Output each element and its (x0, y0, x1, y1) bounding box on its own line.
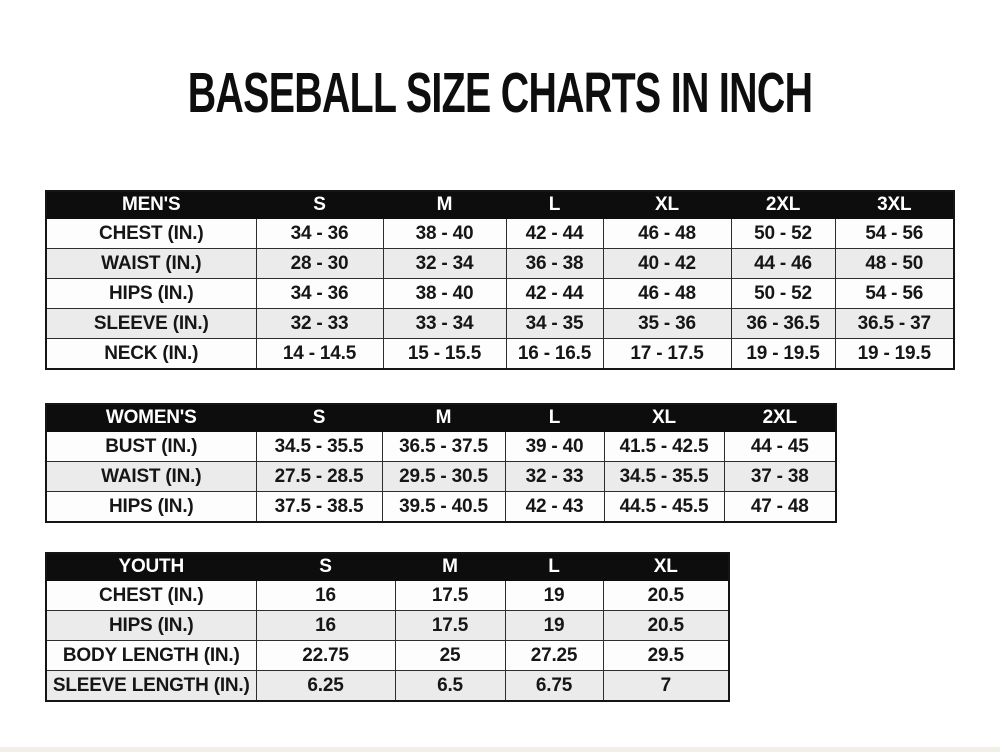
mens-size-value-cell: 38 - 40 (383, 219, 506, 249)
mens-measure-label: CHEST (IN.) (46, 219, 256, 249)
youth-column-header: L (505, 553, 603, 581)
mens-column-header: L (506, 191, 603, 219)
mens-size-value-cell: 44 - 46 (731, 249, 835, 279)
table-row (46, 219, 954, 249)
youth-size-value-cell: 25 (395, 641, 505, 671)
womens-size-value-cell: 34.5 - 35.5 (256, 432, 382, 462)
mens-size-value-cell: 34 - 35 (506, 309, 603, 339)
mens-measure-label: SLEEVE (IN.) (46, 309, 256, 339)
womens-size-value-cell: 32 - 33 (505, 462, 604, 492)
mens-size-value-cell: 34 - 36 (256, 219, 383, 249)
mens-size-value-cell: 42 - 44 (506, 219, 603, 249)
mens-table-title-cell: MEN'S (46, 191, 256, 219)
mens-size-value-cell: 46 - 48 (603, 219, 731, 249)
youth-column-header: M (395, 553, 505, 581)
youth-size-value-cell: 20.5 (603, 611, 729, 641)
mens-size-table (45, 190, 955, 370)
youth-size-value-cell: 20.5 (603, 581, 729, 611)
table-row (46, 492, 836, 523)
mens-column-header: 3XL (835, 191, 954, 219)
table-row (46, 671, 729, 702)
table-row (46, 279, 954, 309)
mens-size-value-cell: 34 - 36 (256, 279, 383, 309)
mens-size-value-cell: 40 - 42 (603, 249, 731, 279)
youth-measure-label: HIPS (IN.) (46, 611, 256, 641)
mens-measure-label: HIPS (IN.) (46, 279, 256, 309)
womens-column-header: 2XL (724, 404, 836, 432)
womens-size-value-cell: 41.5 - 42.5 (604, 432, 724, 462)
mens-size-value-cell: 32 - 34 (383, 249, 506, 279)
table-row (46, 432, 836, 462)
mens-size-value-cell: 19 - 19.5 (835, 339, 954, 370)
mens-size-value-cell: 28 - 30 (256, 249, 383, 279)
mens-size-value-cell: 32 - 33 (256, 309, 383, 339)
mens-size-value-cell: 54 - 56 (835, 279, 954, 309)
womens-size-value-cell: 27.5 - 28.5 (256, 462, 382, 492)
mens-size-value-cell: 50 - 52 (731, 279, 835, 309)
womens-size-value-cell: 44 - 45 (724, 432, 836, 462)
mens-size-value-cell: 36 - 36.5 (731, 309, 835, 339)
womens-measure-label: HIPS (IN.) (46, 492, 256, 523)
womens-column-header: M (382, 404, 505, 432)
youth-size-value-cell: 27.25 (505, 641, 603, 671)
womens-size-value-cell: 44.5 - 45.5 (604, 492, 724, 523)
womens-table-title-cell: WOMEN'S (46, 404, 256, 432)
womens-size-value-cell: 37.5 - 38.5 (256, 492, 382, 523)
youth-size-value-cell: 17.5 (395, 581, 505, 611)
mens-size-value-cell: 15 - 15.5 (383, 339, 506, 370)
womens-measure-label: WAIST (IN.) (46, 462, 256, 492)
youth-size-value-cell: 6.75 (505, 671, 603, 702)
mens-size-value-cell: 36.5 - 37 (835, 309, 954, 339)
table-row (46, 641, 729, 671)
mens-column-header: 2XL (731, 191, 835, 219)
mens-measure-label: WAIST (IN.) (46, 249, 256, 279)
mens-size-value-cell: 46 - 48 (603, 279, 731, 309)
table-row (46, 581, 729, 611)
youth-column-header: XL (603, 553, 729, 581)
youth-measure-label: SLEEVE LENGTH (IN.) (46, 671, 256, 702)
mens-column-header: S (256, 191, 383, 219)
youth-size-value-cell: 29.5 (603, 641, 729, 671)
mens-size-value-cell: 16 - 16.5 (506, 339, 603, 370)
youth-size-value-cell: 7 (603, 671, 729, 702)
youth-size-table (45, 552, 730, 702)
page-title: BASEBALL SIZE CHARTS IN INCH (187, 61, 813, 125)
mens-size-value-cell: 35 - 36 (603, 309, 731, 339)
scan-edge-artifact (0, 747, 1000, 752)
youth-size-value-cell: 17.5 (395, 611, 505, 641)
womens-header-row (46, 404, 836, 432)
youth-measure-label: BODY LENGTH (IN.) (46, 641, 256, 671)
youth-header-row (46, 553, 729, 581)
mens-size-value-cell: 48 - 50 (835, 249, 954, 279)
youth-size-value-cell: 22.75 (256, 641, 395, 671)
womens-size-value-cell: 34.5 - 35.5 (604, 462, 724, 492)
mens-size-value-cell: 50 - 52 (731, 219, 835, 249)
table-row (46, 309, 954, 339)
youth-size-value-cell: 6.5 (395, 671, 505, 702)
womens-size-table (45, 403, 837, 523)
youth-table-title-cell: YOUTH (46, 553, 256, 581)
table-row (46, 249, 954, 279)
mens-size-value-cell: 42 - 44 (506, 279, 603, 309)
mens-column-header: M (383, 191, 506, 219)
womens-size-value-cell: 47 - 48 (724, 492, 836, 523)
mens-size-value-cell: 36 - 38 (506, 249, 603, 279)
youth-column-header: S (256, 553, 395, 581)
table-row (46, 339, 954, 370)
womens-size-value-cell: 39 - 40 (505, 432, 604, 462)
mens-size-value-cell: 33 - 34 (383, 309, 506, 339)
womens-size-value-cell: 42 - 43 (505, 492, 604, 523)
youth-size-value-cell: 19 (505, 581, 603, 611)
table-row (46, 611, 729, 641)
mens-size-value-cell: 19 - 19.5 (731, 339, 835, 370)
mens-size-value-cell: 54 - 56 (835, 219, 954, 249)
womens-column-header: S (256, 404, 382, 432)
mens-size-value-cell: 14 - 14.5 (256, 339, 383, 370)
youth-size-value-cell: 6.25 (256, 671, 395, 702)
womens-size-value-cell: 39.5 - 40.5 (382, 492, 505, 523)
youth-measure-label: CHEST (IN.) (46, 581, 256, 611)
mens-size-value-cell: 17 - 17.5 (603, 339, 731, 370)
womens-size-value-cell: 37 - 38 (724, 462, 836, 492)
womens-measure-label: BUST (IN.) (46, 432, 256, 462)
youth-size-value-cell: 19 (505, 611, 603, 641)
mens-column-header: XL (603, 191, 731, 219)
mens-header-row (46, 191, 954, 219)
womens-size-value-cell: 29.5 - 30.5 (382, 462, 505, 492)
table-row (46, 462, 836, 492)
womens-column-header: XL (604, 404, 724, 432)
youth-size-value-cell: 16 (256, 611, 395, 641)
womens-column-header: L (505, 404, 604, 432)
womens-size-value-cell: 36.5 - 37.5 (382, 432, 505, 462)
mens-measure-label: NECK (IN.) (46, 339, 256, 370)
youth-size-value-cell: 16 (256, 581, 395, 611)
mens-size-value-cell: 38 - 40 (383, 279, 506, 309)
